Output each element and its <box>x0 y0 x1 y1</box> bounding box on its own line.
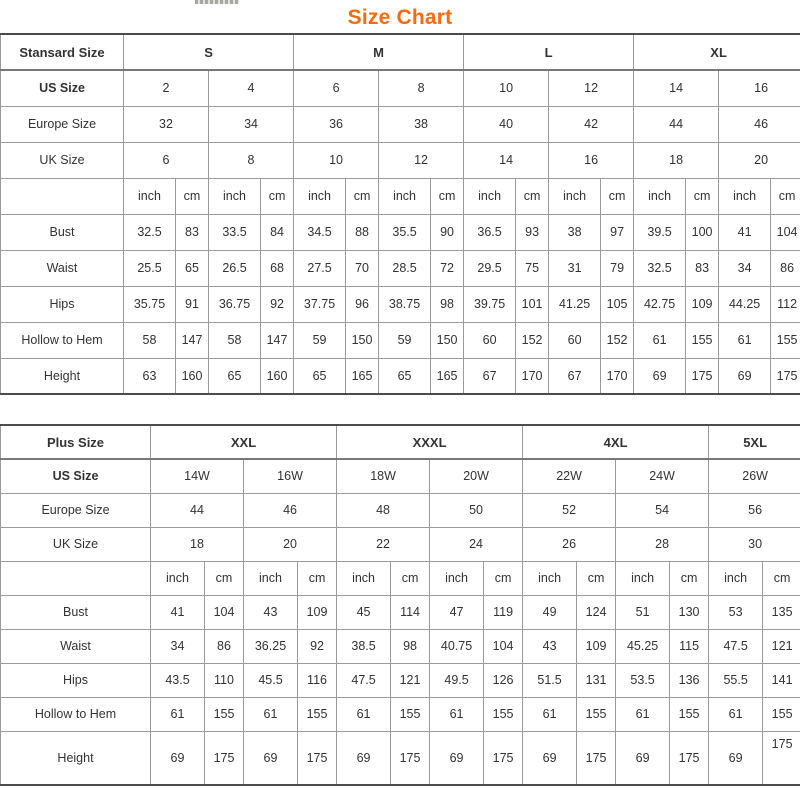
measure-value: 28.5 <box>379 250 431 286</box>
measure-value: 33.5 <box>209 214 261 250</box>
measure-value: 43 <box>244 595 298 629</box>
size-value: 26W <box>709 459 800 493</box>
measure-value: 34 <box>719 250 771 286</box>
group-header: M <box>294 34 464 70</box>
size-value: 22W <box>523 459 616 493</box>
size-value: 4 <box>209 70 294 106</box>
size-value: 12 <box>379 142 464 178</box>
measure-value: 155 <box>763 697 800 731</box>
size-value: 32 <box>124 106 209 142</box>
size-value: 16 <box>719 70 800 106</box>
measure-value: 53.5 <box>616 663 670 697</box>
size-value: 34 <box>209 106 294 142</box>
measure-value: 42.75 <box>634 286 686 322</box>
measure-value: 51.5 <box>523 663 577 697</box>
row-label: Height <box>1 731 151 785</box>
measure-value: 131 <box>577 663 616 697</box>
measure-value: 26.5 <box>209 250 261 286</box>
unit-inch-label: inch <box>244 561 298 595</box>
measure-value: 175 <box>391 731 430 785</box>
size-value: 8 <box>209 142 294 178</box>
measure-value: 175 <box>484 731 523 785</box>
measure-value: 34.5 <box>294 214 346 250</box>
unit-cm-label: cm <box>205 561 244 595</box>
measure-value: 175 <box>298 731 337 785</box>
measure-value: 31 <box>549 250 601 286</box>
measure-value: 67 <box>464 358 516 394</box>
measure-value: 79 <box>601 250 634 286</box>
size-value: 10 <box>294 142 379 178</box>
unit-inch-label: inch <box>719 178 771 214</box>
measure-value: 27.5 <box>294 250 346 286</box>
size-value: 2 <box>124 70 209 106</box>
unit-inch-label: inch <box>151 561 205 595</box>
group-header: 5XL <box>709 425 800 459</box>
measure-value: 61 <box>244 697 298 731</box>
unit-cm-label: cm <box>176 178 209 214</box>
measure-value: 36.5 <box>464 214 516 250</box>
measure-value: 49.5 <box>430 663 484 697</box>
size-value: 46 <box>719 106 800 142</box>
measure-value: 39.5 <box>634 214 686 250</box>
unit-cm-label: cm <box>763 561 800 595</box>
measure-value: 130 <box>670 595 709 629</box>
unit-inch-label: inch <box>337 561 391 595</box>
measure-value: 32.5 <box>634 250 686 286</box>
measure-value: 45.5 <box>244 663 298 697</box>
measure-value: 69 <box>523 731 577 785</box>
measure-value: 45.25 <box>616 629 670 663</box>
size-value: 42 <box>549 106 634 142</box>
measure-value: 100 <box>686 214 719 250</box>
measure-value: 65 <box>209 358 261 394</box>
row-label: Europe Size <box>1 106 124 142</box>
measure-value: 41.25 <box>549 286 601 322</box>
measure-value: 170 <box>516 358 549 394</box>
size-value: 6 <box>124 142 209 178</box>
size-value: 14 <box>464 142 549 178</box>
measure-value: 35.75 <box>124 286 176 322</box>
measure-value: 37.75 <box>294 286 346 322</box>
measure-value: 150 <box>346 322 379 358</box>
measure-value: 93 <box>516 214 549 250</box>
measure-value: 61 <box>523 697 577 731</box>
measure-value: 104 <box>484 629 523 663</box>
measure-value: 60 <box>549 322 601 358</box>
row-label: US Size <box>1 459 151 493</box>
row-label: Height <box>1 358 124 394</box>
measure-value: 75 <box>516 250 549 286</box>
measure-value: 61 <box>430 697 484 731</box>
measure-value: 69 <box>719 358 771 394</box>
unit-cm-label: cm <box>516 178 549 214</box>
measure-value: 69 <box>616 731 670 785</box>
measure-value: 165 <box>431 358 464 394</box>
measure-value: 43.5 <box>151 663 205 697</box>
measure-value: 175 <box>686 358 719 394</box>
measure-value: 105 <box>601 286 634 322</box>
unit-cm-label: cm <box>771 178 800 214</box>
unit-cm-label: cm <box>346 178 379 214</box>
measure-value: 61 <box>634 322 686 358</box>
size-value: 18 <box>634 142 719 178</box>
measure-value: 47 <box>430 595 484 629</box>
size-value: 10 <box>464 70 549 106</box>
size-value: 44 <box>634 106 719 142</box>
measure-value: 155 <box>577 697 616 731</box>
measure-value: 35.5 <box>379 214 431 250</box>
measure-value: 121 <box>391 663 430 697</box>
measure-value: 104 <box>205 595 244 629</box>
size-value: 36 <box>294 106 379 142</box>
measure-value: 97 <box>601 214 634 250</box>
measure-value: 72 <box>431 250 464 286</box>
group-header: XXL <box>151 425 337 459</box>
measure-value: 55.5 <box>709 663 763 697</box>
measure-value: 98 <box>431 286 464 322</box>
unit-inch-label: inch <box>523 561 577 595</box>
cropped-text-fragment <box>195 0 239 4</box>
row-label: Hips <box>1 286 124 322</box>
unit-inch-label: inch <box>209 178 261 214</box>
unit-inch-label: inch <box>464 178 516 214</box>
measure-value: 51 <box>616 595 670 629</box>
measure-value: 61 <box>719 322 771 358</box>
standard-size-table-container <box>0 33 800 395</box>
measure-value: 109 <box>298 595 337 629</box>
measure-value: 41 <box>719 214 771 250</box>
measure-value: 141 <box>763 663 800 697</box>
measure-value: 136 <box>670 663 709 697</box>
measure-value: 58 <box>209 322 261 358</box>
measure-value: 67 <box>549 358 601 394</box>
measure-value: 25.5 <box>124 250 176 286</box>
size-type-header: Stansard Size <box>1 34 124 70</box>
measure-value: 69 <box>337 731 391 785</box>
size-value: 22 <box>337 527 430 561</box>
unit-inch-label: inch <box>430 561 484 595</box>
measure-value: 40.75 <box>430 629 484 663</box>
size-value: 48 <box>337 493 430 527</box>
size-value: 54 <box>616 493 709 527</box>
measure-value: 98 <box>391 629 430 663</box>
measure-value: 170 <box>601 358 634 394</box>
row-label: UK Size <box>1 142 124 178</box>
size-type-header: Plus Size <box>1 425 151 459</box>
measure-value: 65 <box>379 358 431 394</box>
size-value: 46 <box>244 493 337 527</box>
measure-value: 101 <box>516 286 549 322</box>
empty-corner-cell <box>1 561 151 595</box>
measure-value: 115 <box>670 629 709 663</box>
measure-value: 61 <box>151 697 205 731</box>
row-label: UK Size <box>1 527 151 561</box>
measure-value: 63 <box>124 358 176 394</box>
measure-value: 124 <box>577 595 616 629</box>
measure-value: 47.5 <box>337 663 391 697</box>
measure-value: 69 <box>709 731 763 785</box>
measure-value: 61 <box>616 697 670 731</box>
measure-value: 119 <box>484 595 523 629</box>
measure-value: 29.5 <box>464 250 516 286</box>
unit-cm-label: cm <box>670 561 709 595</box>
measure-value: 126 <box>484 663 523 697</box>
unit-inch-label: inch <box>634 178 686 214</box>
size-value: 38 <box>379 106 464 142</box>
size-value: 24 <box>430 527 523 561</box>
measure-value: 90 <box>431 214 464 250</box>
measure-value: 61 <box>709 697 763 731</box>
measure-value: 49 <box>523 595 577 629</box>
unit-cm-label: cm <box>577 561 616 595</box>
measure-value: 36.75 <box>209 286 261 322</box>
unit-inch-label: inch <box>616 561 670 595</box>
measure-value: 44.25 <box>719 286 771 322</box>
measure-value: 155 <box>771 322 800 358</box>
measure-value: 175 <box>763 731 800 785</box>
measure-value: 175 <box>771 358 800 394</box>
size-value: 50 <box>430 493 523 527</box>
measure-value: 110 <box>205 663 244 697</box>
measure-value: 92 <box>298 629 337 663</box>
row-label: Waist <box>1 629 151 663</box>
unit-cm-label: cm <box>391 561 430 595</box>
measure-value: 65 <box>176 250 209 286</box>
measure-value: 53 <box>709 595 763 629</box>
page-title: Size Chart <box>347 6 453 29</box>
measure-value: 104 <box>771 214 800 250</box>
plus-size-table-container <box>0 424 800 786</box>
measure-value: 70 <box>346 250 379 286</box>
size-value: 30 <box>709 527 800 561</box>
unit-cm-label: cm <box>601 178 634 214</box>
measure-value: 109 <box>686 286 719 322</box>
measure-value: 155 <box>298 697 337 731</box>
group-header: S <box>124 34 294 70</box>
unit-inch-label: inch <box>124 178 176 214</box>
unit-inch-label: inch <box>294 178 346 214</box>
size-value: 16W <box>244 459 337 493</box>
measure-value: 92 <box>261 286 294 322</box>
measure-value: 175 <box>670 731 709 785</box>
empty-corner-cell <box>1 178 124 214</box>
group-header: L <box>464 34 634 70</box>
measure-value: 155 <box>205 697 244 731</box>
measure-value: 69 <box>634 358 686 394</box>
measure-value: 43 <box>523 629 577 663</box>
measure-value: 32.5 <box>124 214 176 250</box>
standard-table <box>0 33 800 395</box>
size-value: 24W <box>616 459 709 493</box>
row-label: Waist <box>1 250 124 286</box>
size-value: 56 <box>709 493 800 527</box>
measure-value: 91 <box>176 286 209 322</box>
measure-value: 47.5 <box>709 629 763 663</box>
measure-value: 112 <box>771 286 800 322</box>
measure-value: 58 <box>124 322 176 358</box>
measure-value: 68 <box>261 250 294 286</box>
measure-value: 175 <box>577 731 616 785</box>
row-label: Europe Size <box>1 493 151 527</box>
size-value: 20W <box>430 459 523 493</box>
measure-value: 86 <box>771 250 800 286</box>
unit-cm-label: cm <box>261 178 294 214</box>
unit-inch-label: inch <box>709 561 763 595</box>
measure-value: 38.75 <box>379 286 431 322</box>
size-value: 6 <box>294 70 379 106</box>
measure-value: 160 <box>261 358 294 394</box>
measure-value: 84 <box>261 214 294 250</box>
measure-value: 152 <box>601 322 634 358</box>
unit-inch-label: inch <box>549 178 601 214</box>
measure-value: 69 <box>151 731 205 785</box>
size-value: 12 <box>549 70 634 106</box>
group-header: XL <box>634 34 800 70</box>
size-value: 8 <box>379 70 464 106</box>
size-value: 14 <box>634 70 719 106</box>
measure-value: 155 <box>484 697 523 731</box>
measure-value: 59 <box>379 322 431 358</box>
measure-value: 39.75 <box>464 286 516 322</box>
measure-value: 59 <box>294 322 346 358</box>
measure-value: 69 <box>430 731 484 785</box>
measure-value: 41 <box>151 595 205 629</box>
size-value: 16 <box>549 142 634 178</box>
row-label: US Size <box>1 70 124 106</box>
measure-value: 114 <box>391 595 430 629</box>
size-value: 40 <box>464 106 549 142</box>
row-label: Hollow to Hem <box>1 697 151 731</box>
measure-value: 165 <box>346 358 379 394</box>
size-value: 18 <box>151 527 244 561</box>
measure-value: 96 <box>346 286 379 322</box>
measure-value: 83 <box>176 214 209 250</box>
unit-inch-label: inch <box>379 178 431 214</box>
measure-value: 45 <box>337 595 391 629</box>
size-value: 26 <box>523 527 616 561</box>
measure-value: 109 <box>577 629 616 663</box>
plus-table <box>0 424 800 786</box>
measure-value: 116 <box>298 663 337 697</box>
group-header: XXXL <box>337 425 523 459</box>
measure-value: 60 <box>464 322 516 358</box>
row-label: Hollow to Hem <box>1 322 124 358</box>
measure-value: 150 <box>431 322 464 358</box>
unit-cm-label: cm <box>431 178 464 214</box>
measure-value: 38 <box>549 214 601 250</box>
measure-value: 155 <box>686 322 719 358</box>
measure-value: 175 <box>205 731 244 785</box>
size-value: 28 <box>616 527 709 561</box>
unit-cm-label: cm <box>484 561 523 595</box>
measure-value: 34 <box>151 629 205 663</box>
measure-value: 147 <box>261 322 294 358</box>
size-value: 44 <box>151 493 244 527</box>
measure-value: 160 <box>176 358 209 394</box>
measure-value: 155 <box>670 697 709 731</box>
measure-value: 65 <box>294 358 346 394</box>
measure-value: 86 <box>205 629 244 663</box>
group-header: 4XL <box>523 425 709 459</box>
row-label: Bust <box>1 214 124 250</box>
measure-value: 69 <box>244 731 298 785</box>
measure-value: 61 <box>337 697 391 731</box>
size-value: 20 <box>244 527 337 561</box>
size-value: 18W <box>337 459 430 493</box>
measure-value: 36.25 <box>244 629 298 663</box>
row-label: Bust <box>1 595 151 629</box>
measure-value: 147 <box>176 322 209 358</box>
measure-value: 88 <box>346 214 379 250</box>
size-value: 14W <box>151 459 244 493</box>
unit-cm-label: cm <box>686 178 719 214</box>
unit-cm-label: cm <box>298 561 337 595</box>
measure-value: 38.5 <box>337 629 391 663</box>
row-label: Hips <box>1 663 151 697</box>
measure-value: 121 <box>763 629 800 663</box>
size-value: 20 <box>719 142 800 178</box>
measure-value: 155 <box>391 697 430 731</box>
measure-value: 135 <box>763 595 800 629</box>
measure-value: 83 <box>686 250 719 286</box>
measure-value: 152 <box>516 322 549 358</box>
size-value: 52 <box>523 493 616 527</box>
